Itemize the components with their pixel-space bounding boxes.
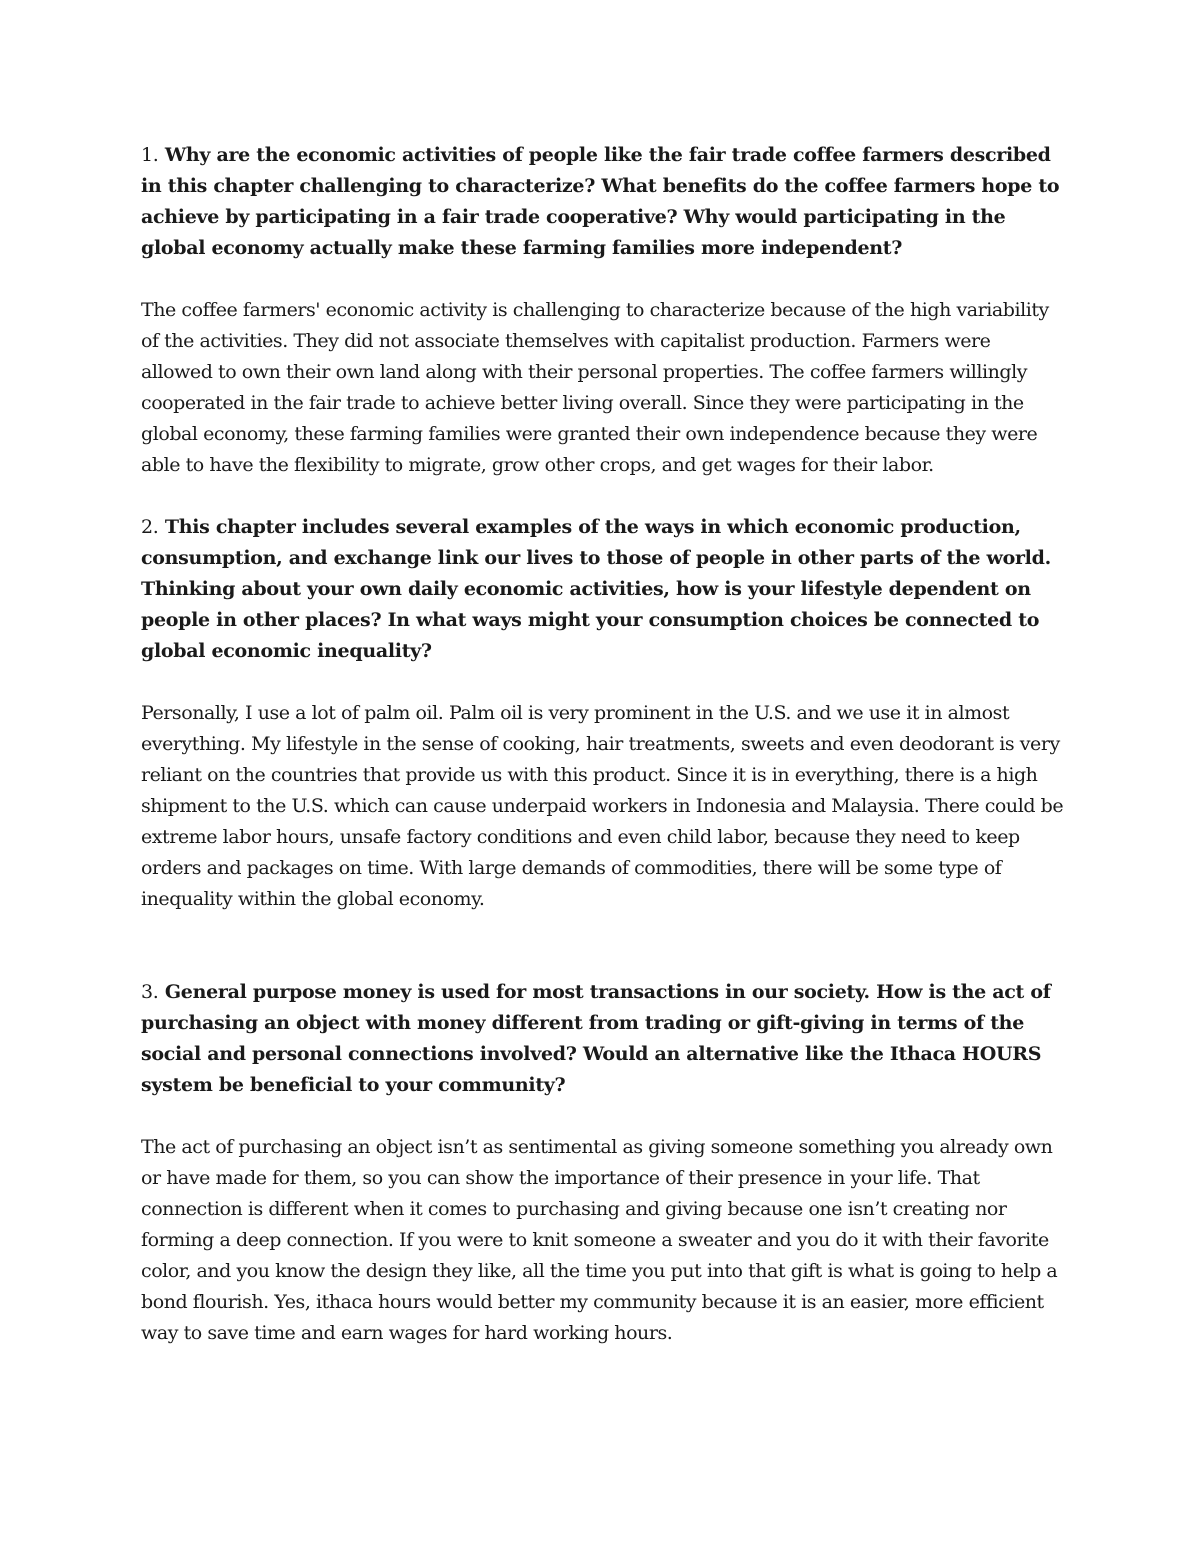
question-number-1: 1. [141,144,159,166]
question-text-3: General purpose money is used for most transactions in our society. How is the act of purchasing an object with money different from trading or gift-giving in terms of the social and personal connections involved? Would an alternative like the Ithaca HOURS system be beneficial to your community? [141,981,1051,1096]
question-number-2: 2. [141,516,159,538]
answer-3: The act of purchasing an object isn’t as sentimental as giving someone something you already own or have made for them, so you can show the importance of their presence in your life. That connection is different when it comes to purchasing and giving because one isn’t creating nor forming a deep connection. If you were to knit someone a sweater and you do it with their favorite color, and you know the design they like, all the time you put into that gift is what is going to help a bond flourish. Yes, ithaca hours would better my community because it is an easier, more efficient way to save time and earn wages for hard working hours. [141,1136,1058,1344]
question-text-2: This chapter includes several examples of the ways in which economic production, consumption, and exchange link our lives to those of people in other parts of the world. Thinking about your own daily economic activities, how is your lifestyle dependent on people in other places? In what ways might your consumption choices be connected to global economic inequality? [141,516,1051,662]
question-block-3 [141,977,1066,1349]
question-number-3: 3. [141,981,159,1003]
answer-1: The coffee farmers' economic activity is challenging to characterize because of the high variability of the activities. They did not associate themselves with capitalist production. Farmers were allowed to own their own land along with their personal properties. The coffee farmers willingly cooperated in the fair trade to achieve better living overall. Since they were participating in the global economy, these farming families were granted their own independence because they were able to have the flexibility to migrate, grow other crops, and get wages for their labor. [141,299,1049,476]
question-2 [141,512,1066,667]
question-text-1: Why are the economic activities of people like the fair trade coffee farmers described in this chapter challenging to characterize? What benefits do the coffee farmers hope to achieve by participating in a fair trade cooperative? Why would participating in the global economy actually make these farming families more independent? [141,144,1060,259]
answer-2: Personally, I use a lot of palm oil. Palm oil is very prominent in the U.S. and we use it in almost everything. My lifestyle in the sense of cooking, hair treatments, sweets and even deodorant is very reliant on the countries that provide us with this product. Since it is in everything, there is a high shipment to the U.S. which can cause underpaid workers in Indonesia and Malaysia. There could be extreme labor hours, unsafe factory conditions and even child labor, because they need to keep orders and packages on time. With large demands of commodities, there will be some type of inequality within the global economy. [141,702,1064,910]
question-1 [141,140,1066,264]
question-block-2 [141,512,1066,915]
question-block-1 [141,140,1066,481]
document-page [141,140,1066,1349]
question-3 [141,977,1066,1101]
